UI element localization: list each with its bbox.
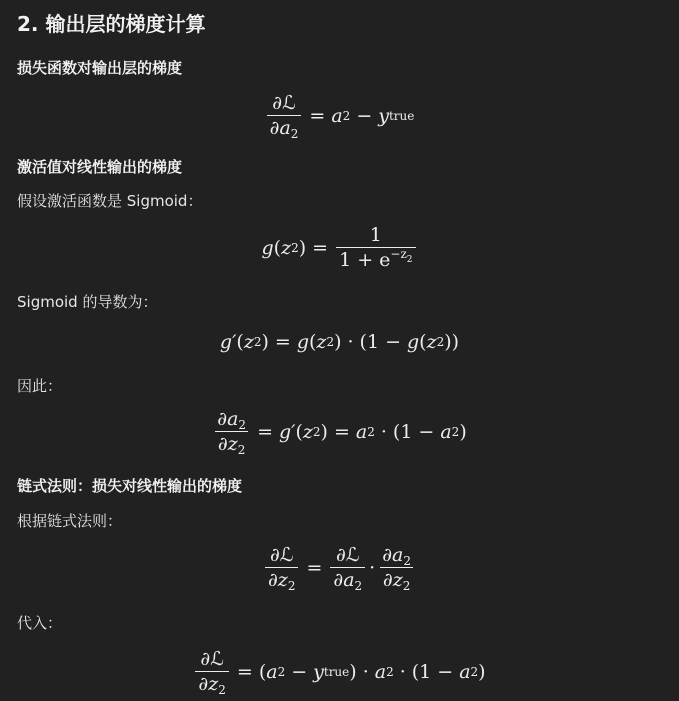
sub: 2 [218, 683, 226, 697]
partial-z: ∂z [217, 433, 238, 455]
substitute-text: 代入： [17, 614, 63, 632]
minus-sign: − [356, 104, 373, 127]
equals-sign: = [309, 104, 326, 127]
numerator-one: 1 [369, 224, 382, 246]
one: 1 [366, 330, 380, 353]
partial-a: ∂a [382, 544, 404, 566]
var-y: y [313, 660, 324, 683]
equation-sigmoid: g ( z 2 ) = $\frac{1}{1 + e^{-z_2}}$ [0, 226, 679, 270]
partial-L: ∂ℒ [336, 544, 360, 566]
var-z: z [281, 236, 292, 259]
activation-gradient-heading: 激活值对线性输出的梯度 [17, 158, 183, 176]
partial-L: ∂ℒ [269, 544, 294, 566]
var-a: a [331, 104, 343, 127]
var-z: z [243, 330, 254, 353]
var-gprime: g′ [219, 330, 237, 353]
var-a: a [266, 660, 278, 683]
equation-chain-rule: $\frac{\text{∂ℒ}}{\partial z_2}$ = $\frac{\text{∂ℒ}}{\partial a_2}$ · $\frac{\partial a_2}{\partial z_2}$ [0, 546, 679, 590]
var-z: z [426, 330, 437, 353]
sub: 2 [238, 418, 247, 432]
sub: 2 [354, 579, 363, 593]
var-a: a [374, 660, 387, 683]
var-a: a [355, 420, 368, 443]
partial-a: ∂a [217, 408, 239, 430]
sub: 2 [406, 255, 413, 265]
equation-sigmoid-derivative: g′ ( z 2 ) = g ( z 2 ) · ( 1 − g ( z 2 )) [219, 330, 460, 353]
partial-L: ∂ℒ [272, 92, 296, 114]
var-g: g [261, 236, 274, 259]
var-gprime: g′ [278, 420, 296, 443]
loss-gradient-heading: 损失函数对输出层的梯度 [17, 59, 183, 77]
sub: 2 [287, 579, 296, 593]
equation-loss-gradient: $\frac{\text{∂ℒ}}{\partial a_2}$ = a 2 − y true [0, 94, 679, 138]
var-g: g [296, 330, 309, 353]
denominator: 1 + e [339, 249, 391, 271]
chain-text: 根据链式法则： [17, 512, 123, 530]
equation-final-gradient: $\frac{\text{∂ℒ}}{\partial z_2}$ = ( a 2 − y true ) · a 2 · (1 − a 2 ) [0, 650, 679, 694]
equation-activation-gradient: $\frac{\partial a_2}{\partial z_2}$ = g′ ( z 2 ) = a 2 · (1 − a 2 ) [0, 410, 679, 454]
therefore-text: 因此： [17, 377, 63, 395]
partial-z: ∂z [382, 569, 403, 591]
var-g: g [406, 330, 420, 353]
minus-sign: − [385, 330, 401, 353]
partial-z: ∂z [267, 569, 288, 591]
partial-L: ∂ℒ [200, 648, 224, 670]
var-z: z [316, 330, 327, 353]
derivative-text: Sigmoid 的导数为： [17, 293, 158, 311]
section-heading: 2. 输出层的梯度计算 [17, 12, 206, 36]
partial-a: ∂a [333, 569, 355, 591]
assume-text: 假设激活函数是 Sigmoid： [17, 192, 203, 210]
sub: 2 [290, 127, 299, 141]
equals-sign: = [312, 236, 329, 259]
chain-rule-heading: 链式法则：损失对线性输出的梯度 [17, 477, 243, 495]
partial-z: ∂z [198, 673, 219, 695]
dot: · [347, 330, 354, 353]
exponent: −z [390, 247, 407, 261]
var-y: y [378, 104, 389, 127]
partial-a: ∂a [269, 117, 291, 139]
sub: 2 [402, 579, 411, 593]
sub: 2 [237, 443, 246, 457]
sub: 2 [403, 554, 412, 568]
